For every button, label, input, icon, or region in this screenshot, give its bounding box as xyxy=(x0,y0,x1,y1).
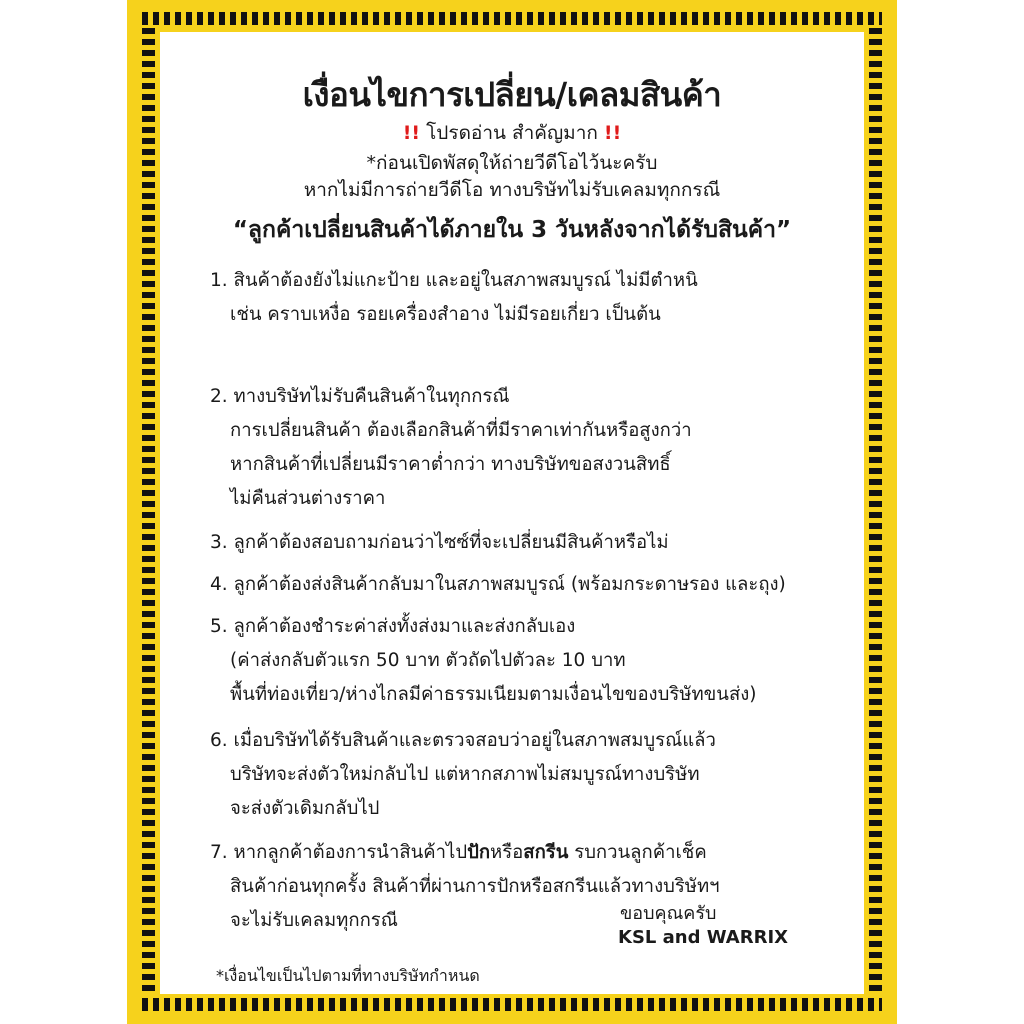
condition-text: หรือ xyxy=(490,842,524,863)
dashed-border-left xyxy=(142,28,155,996)
emphasis-embroider: ปัก xyxy=(467,842,491,863)
condition-item-5 xyxy=(210,610,757,712)
brand-signature: KSL and WARRIX xyxy=(618,927,789,948)
condition-item-1 xyxy=(210,264,698,332)
video-policy: หากไม่มีการถ่ายวีดีโอ ทางบริษัทไม่รับเคลมทุกกรณี xyxy=(303,179,721,201)
dashed-border-right xyxy=(869,28,882,996)
warning-mark-right: !! xyxy=(603,122,622,144)
condition-line: 1. สินค้าต้องยังไม่แกะป้าย และอยู่ในสภาพสมบูรณ์ ไม่มีตำหนิ xyxy=(210,270,698,291)
warning-line xyxy=(160,118,864,148)
condition-line: 4. ลูกค้าต้องส่งสินค้ากลับมาในสภาพสมบูรณ์ (พร้อมกระดาษรอง และถุง) xyxy=(210,574,786,595)
condition-line: หากสินค้าที่เปลี่ยนมีราคาต่ำกว่า ทางบริษัทขอสงวนสิทธิ์ xyxy=(230,454,671,475)
video-instruction: *ก่อนเปิดพัสดุให้ถ่ายวีดีโอไว้นะครับ xyxy=(366,152,658,174)
condition-line: จะส่งตัวเดิมกลับไป xyxy=(230,798,380,819)
condition-line: 5. ลูกค้าต้องชำระค่าส่งทั้งส่งมาและส่งกลับเอง xyxy=(210,616,576,637)
notice-title: เงื่อนไขการเปลี่ยน/เคลมสินค้า xyxy=(302,75,722,114)
emphasis-screen: สกรีน xyxy=(523,842,569,863)
condition-line: จะไม่รับเคลมทุกกรณี xyxy=(230,910,398,931)
condition-line: 6. เมื่อบริษัทได้รับสินค้าและตรวจสอบว่าอยู่ในสภาพสมบูรณ์แล้ว xyxy=(210,730,716,751)
dashed-border-top xyxy=(142,12,882,25)
condition-text: 7. หากลูกค้าต้องการนำสินค้าไป xyxy=(210,842,468,863)
notice-paper xyxy=(160,32,864,994)
thanks-text: ขอบคุณครับ xyxy=(620,903,717,924)
condition-text: รบกวนลูกค้าเช็ค xyxy=(568,842,707,863)
dashed-border-bottom xyxy=(142,998,882,1011)
condition-item-4 xyxy=(210,568,786,602)
condition-line: บริษัทจะส่งตัวใหม่กลับไป แต่หากสภาพไม่สมบูรณ์ทางบริษัท xyxy=(230,764,700,785)
condition-line: (ค่าส่งกลับตัวแรก 50 บาท ตัวถัดไปตัวละ 10 บาท xyxy=(230,650,626,671)
condition-line: พื้นที่ท่องเที่ยว/ห่างไกลมีค่าธรรมเนียมตามเงื่อนไขของบริษัทขนส่ง) xyxy=(230,684,757,705)
footnote: *เงื่อนไขเป็นไปตามที่ทางบริษัทกำหนด xyxy=(216,966,480,985)
warning-text: โปรดอ่าน สำคัญมาก xyxy=(420,122,604,144)
condition-line: การเปลี่ยนสินค้า ต้องเลือกสินค้าที่มีราคาเท่ากันหรือสูงกว่า xyxy=(230,420,692,441)
condition-item-3 xyxy=(210,526,669,560)
condition-line: ไม่คืนส่วนต่างราคา xyxy=(230,488,386,509)
condition-line: เช่น คราบเหงื่อ รอยเครื่องสำอาง ไม่มีรอยเกี่ยว เป็นต้น xyxy=(230,304,661,325)
condition-line: 2. ทางบริษัทไม่รับคืนสินค้าในทุกกรณี xyxy=(210,386,510,407)
warning-mark-left: !! xyxy=(402,122,421,144)
condition-line: สินค้าก่อนทุกครั้ง สินค้าที่ผ่านการปักหรือสกรีนแล้วทางบริษัทฯ xyxy=(230,876,720,897)
condition-item-2 xyxy=(210,380,692,516)
condition-line: 3. ลูกค้าต้องสอบถามก่อนว่าไซซ์ที่จะเปลี่ยนมีสินค้าหรือไม่ xyxy=(210,532,669,553)
condition-line xyxy=(210,836,720,870)
exchange-headline: “ลูกค้าเปลี่ยนสินค้าได้ภายใน 3 วันหลังจากได้รับสินค้า” xyxy=(232,217,792,243)
condition-item-6 xyxy=(210,724,716,826)
